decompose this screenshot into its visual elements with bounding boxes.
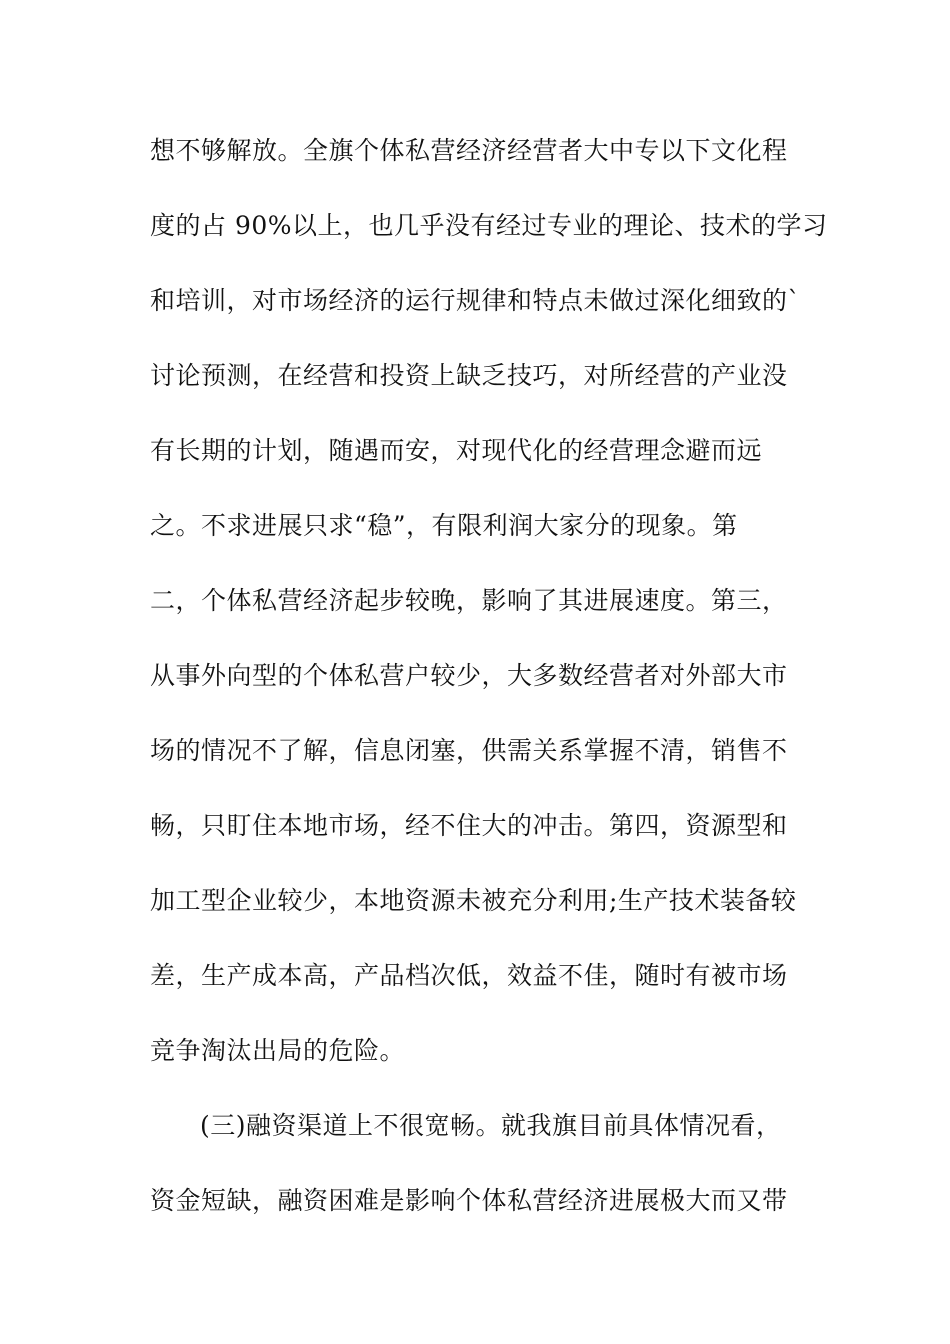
- text-line: 加工型企业较少，本地资源未被充分利用;生产技术装备较: [150, 886, 797, 915]
- text-line: 场的情况不了解，信息闭塞，供需关系掌握不清，销售不: [150, 736, 788, 765]
- text-line: 资金短缺，融资困难是影响个体私营经济进展极大而又带: [150, 1186, 788, 1215]
- text-line: 从事外向型的个体私营户较少，大多数经营者对外部大市: [150, 661, 788, 690]
- text-line: 度的占 90%以上，也几乎没有经过专业的理论、技术的学习: [150, 211, 828, 240]
- text-line: 二，个体私营经济起步较晚，影响了其进展速度。第三，: [150, 586, 788, 615]
- text-line: 竞争淘汰出局的危险。: [150, 1036, 406, 1065]
- text-line: 之。不求进展只求“稳”，有限利润大家分的现象。第: [150, 511, 738, 540]
- text-line: 有长期的计划，随遇而安，对现代化的经营理念避而远: [150, 436, 763, 465]
- text-line: 和培训，对市场经济的运行规律和特点未做过深化细致的`: [150, 286, 801, 315]
- text-line: 差，生产成本高，产品档次低，效益不佳，随时有被市场: [150, 961, 788, 990]
- text-line: 想不够解放。全旗个体私营经济经营者大中专以下文化程: [150, 136, 788, 165]
- section-heading-line: (三)融资渠道上不很宽畅。就我旗目前具体情况看，: [200, 1111, 782, 1140]
- text-line: 讨论预测，在经营和投资上缺乏技巧，对所经营的产业没: [150, 361, 788, 390]
- text-line: 畅，只盯住本地市场，经不住大的冲击。第四，资源型和: [150, 811, 788, 840]
